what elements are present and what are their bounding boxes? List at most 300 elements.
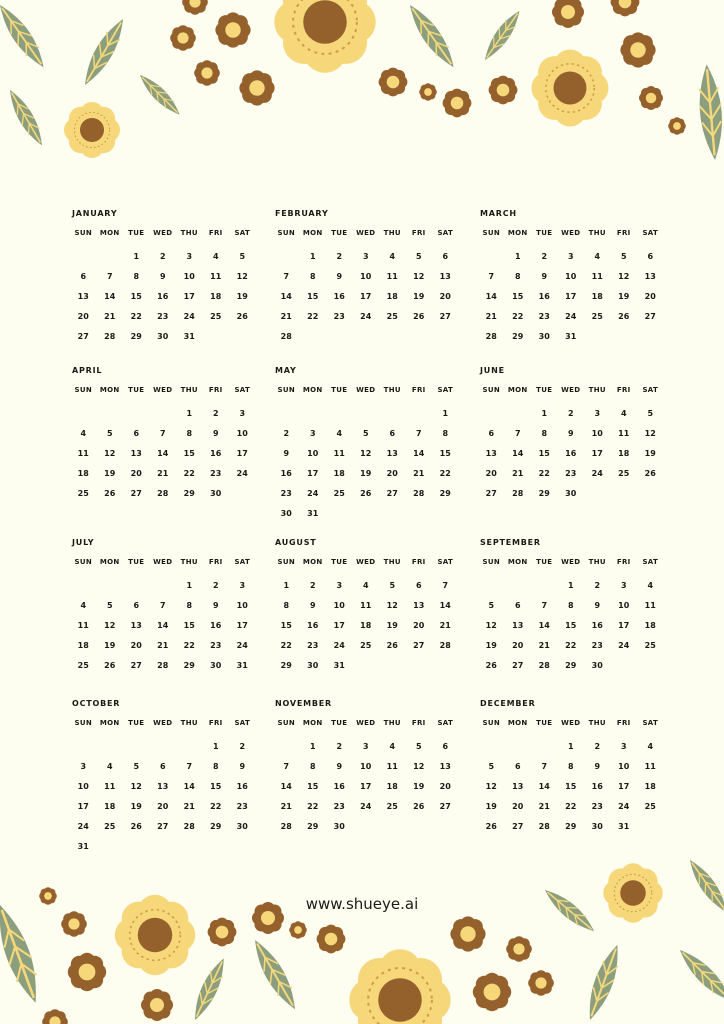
weekday-label: MON [507, 558, 528, 566]
day-number: 1 [567, 741, 574, 751]
day-number: 3 [594, 408, 601, 418]
weekday-label: MON [302, 229, 323, 237]
flower-icon [289, 921, 307, 939]
day-number: 31 [236, 660, 248, 670]
week-row [273, 776, 463, 796]
day-number: 24 [591, 468, 603, 478]
week-row [70, 443, 260, 463]
day-number: 9 [239, 761, 246, 771]
day-number: 14 [183, 781, 195, 791]
day-number: 17 [618, 620, 630, 630]
day-number: 10 [360, 271, 372, 281]
day-number: 6 [488, 428, 495, 438]
day-number: 9 [336, 761, 343, 771]
day-number: 8 [212, 761, 219, 771]
month-february [273, 208, 463, 346]
flower-icon [379, 68, 408, 97]
day-number: 2 [212, 408, 219, 418]
weekday-label: THU [180, 386, 198, 394]
day-number: 25 [386, 801, 398, 811]
weekday-label: SAT [642, 558, 659, 566]
day-number: 15 [307, 781, 319, 791]
week-row [273, 403, 463, 423]
day-number: 23 [236, 801, 248, 811]
day-number: 14 [157, 620, 169, 630]
day-number: 21 [157, 468, 169, 478]
day-number: 16 [591, 781, 603, 791]
day-number: 12 [644, 428, 656, 438]
day-number: 22 [439, 468, 451, 478]
day-number: 24 [333, 640, 345, 650]
month-title: MARCH [480, 209, 517, 218]
day-number: 27 [644, 311, 656, 321]
day-number: 6 [133, 428, 140, 438]
day-number: 5 [106, 600, 113, 610]
day-number: 17 [236, 448, 248, 458]
day-number: 10 [618, 761, 630, 771]
weekday-label: MON [99, 719, 120, 727]
week-row [478, 443, 668, 463]
weekday-header [478, 716, 668, 730]
day-number: 22 [512, 311, 524, 321]
weekday-header [273, 383, 463, 397]
month-august [273, 537, 463, 675]
week-row [70, 246, 260, 266]
month-title: APRIL [72, 366, 103, 375]
day-number: 4 [80, 600, 87, 610]
day-number: 10 [236, 600, 248, 610]
week-row [70, 796, 260, 816]
flower-icon [450, 916, 485, 951]
month-title: NOVEMBER [275, 699, 333, 708]
sunflower-icon [274, 0, 376, 73]
month-title: JANUARY [72, 209, 118, 218]
flower-icon [182, 0, 208, 15]
flower-icon [528, 970, 554, 996]
day-number: 21 [512, 468, 524, 478]
day-number: 2 [567, 408, 574, 418]
day-number: 15 [439, 448, 451, 458]
day-number: 23 [333, 801, 345, 811]
month-may [273, 365, 463, 523]
day-number: 1 [186, 408, 193, 418]
week-row [273, 286, 463, 306]
day-number: 31 [307, 508, 319, 518]
flower-icon [68, 953, 106, 991]
flower-icon [611, 0, 640, 16]
day-number: 19 [130, 801, 142, 811]
day-number: 17 [565, 291, 577, 301]
day-number: 7 [514, 428, 521, 438]
day-number: 23 [210, 640, 222, 650]
day-number: 19 [360, 468, 372, 478]
weekday-label: SAT [642, 719, 659, 727]
day-number: 7 [159, 428, 166, 438]
weekday-label: SAT [642, 229, 659, 237]
month-december [478, 698, 668, 836]
day-number: 23 [157, 311, 169, 321]
flower-icon [208, 918, 237, 947]
day-number: 30 [307, 660, 319, 670]
day-number: 29 [210, 821, 222, 831]
day-number: 5 [415, 741, 422, 751]
weekday-label: MON [302, 558, 323, 566]
week-row [70, 403, 260, 423]
day-number: 27 [413, 640, 425, 650]
day-number: 30 [236, 821, 248, 831]
day-number: 29 [307, 821, 319, 831]
day-number: 12 [130, 781, 142, 791]
weekday-label: MON [507, 386, 528, 394]
month-july [70, 537, 260, 675]
weekday-label: SAT [437, 558, 454, 566]
week-row [478, 615, 668, 635]
week-row [478, 796, 668, 816]
day-number: 4 [336, 428, 343, 438]
day-number: 1 [442, 408, 449, 418]
day-number: 13 [512, 620, 524, 630]
sunflower-icon [532, 50, 609, 127]
day-number: 11 [104, 781, 116, 791]
day-number: 14 [280, 781, 292, 791]
day-number: 15 [512, 291, 524, 301]
weekday-label: TUE [331, 229, 348, 237]
leaf-icon [0, 0, 51, 72]
day-number: 9 [594, 600, 601, 610]
day-number: 27 [157, 821, 169, 831]
weekday-label: THU [588, 558, 606, 566]
week-row [478, 776, 668, 796]
day-number: 8 [186, 428, 193, 438]
flower-icon [473, 973, 511, 1011]
day-number: 31 [618, 821, 630, 831]
day-number: 19 [618, 291, 630, 301]
weekday-header [70, 383, 260, 397]
day-number: 1 [567, 580, 574, 590]
day-number: 16 [236, 781, 248, 791]
day-number: 14 [538, 781, 550, 791]
day-number: 11 [644, 761, 656, 771]
day-number: 18 [644, 620, 656, 630]
day-number: 25 [644, 640, 656, 650]
week-row [273, 595, 463, 615]
week-row [478, 266, 668, 286]
flower-icon [506, 936, 532, 962]
day-number: 9 [212, 428, 219, 438]
day-number: 14 [104, 291, 116, 301]
weekday-label: SUN [74, 386, 92, 394]
day-number: 26 [104, 660, 116, 670]
day-number: 7 [442, 580, 449, 590]
weekday-label: TUE [331, 719, 348, 727]
day-number: 29 [280, 660, 292, 670]
weekday-header [273, 716, 463, 730]
day-number: 10 [618, 600, 630, 610]
day-number: 23 [307, 640, 319, 650]
day-number: 2 [336, 741, 343, 751]
day-number: 8 [514, 271, 521, 281]
day-number: 13 [439, 271, 451, 281]
weekday-label: MON [302, 386, 323, 394]
week-row [273, 635, 463, 655]
day-number: 15 [183, 620, 195, 630]
day-number: 7 [488, 271, 495, 281]
day-number: 5 [106, 428, 113, 438]
weekday-header [478, 226, 668, 240]
weekday-header [273, 226, 463, 240]
week-row [273, 306, 463, 326]
day-number: 28 [538, 660, 550, 670]
day-number: 24 [360, 311, 372, 321]
week-row [478, 595, 668, 615]
weekday-label: FRI [208, 558, 223, 566]
day-number: 16 [210, 620, 222, 630]
sunflower-icon [603, 863, 663, 923]
day-number: 1 [309, 741, 316, 751]
day-number: 11 [644, 600, 656, 610]
weekday-label: THU [383, 386, 401, 394]
day-number: 26 [413, 801, 425, 811]
day-number: 20 [512, 801, 524, 811]
week-row [478, 403, 668, 423]
day-number: 18 [333, 468, 345, 478]
day-number: 15 [538, 448, 550, 458]
leaf-icon [674, 944, 724, 1006]
weekday-label: SAT [642, 386, 659, 394]
weekday-label: SAT [234, 719, 251, 727]
weekday-label: SAT [437, 229, 454, 237]
day-number: 15 [565, 620, 577, 630]
day-number: 30 [210, 660, 222, 670]
day-number: 4 [106, 761, 113, 771]
month-january [70, 208, 260, 346]
leaf-icon [479, 7, 524, 64]
day-number: 29 [439, 488, 451, 498]
day-number: 26 [130, 821, 142, 831]
day-number: 16 [591, 620, 603, 630]
day-number: 17 [591, 448, 603, 458]
day-number: 10 [565, 271, 577, 281]
day-number: 5 [415, 251, 422, 261]
day-number: 2 [336, 251, 343, 261]
day-number: 30 [157, 331, 169, 341]
weekday-label: SUN [277, 229, 295, 237]
day-number: 28 [512, 488, 524, 498]
day-number: 24 [565, 311, 577, 321]
day-number: 31 [77, 841, 89, 851]
day-number: 9 [336, 271, 343, 281]
day-number: 28 [439, 640, 451, 650]
weekday-label: FRI [208, 229, 223, 237]
weekday-label: FRI [208, 386, 223, 394]
day-number: 21 [280, 311, 292, 321]
flower-icon [668, 117, 686, 135]
weekday-label: TUE [128, 719, 145, 727]
week-row [478, 423, 668, 443]
day-number: 9 [283, 448, 290, 458]
day-number: 1 [186, 580, 193, 590]
day-number: 5 [647, 408, 654, 418]
week-row [478, 655, 668, 675]
day-number: 4 [212, 251, 219, 261]
day-number: 28 [413, 488, 425, 498]
day-number: 18 [644, 781, 656, 791]
day-number: 16 [333, 291, 345, 301]
day-number: 22 [130, 311, 142, 321]
day-number: 7 [541, 761, 548, 771]
day-number: 19 [413, 781, 425, 791]
day-number: 22 [565, 801, 577, 811]
weekday-label: SUN [482, 386, 500, 394]
week-row [70, 326, 260, 346]
day-number: 28 [280, 821, 292, 831]
day-number: 25 [360, 640, 372, 650]
day-number: 10 [236, 428, 248, 438]
day-number: 20 [413, 620, 425, 630]
weekday-label: SUN [277, 719, 295, 727]
day-number: 18 [210, 291, 222, 301]
day-number: 18 [386, 781, 398, 791]
day-number: 1 [133, 251, 140, 261]
weekday-header [478, 383, 668, 397]
sunflower-icon [64, 102, 120, 158]
weekday-label: FRI [411, 558, 426, 566]
day-number: 24 [618, 801, 630, 811]
day-number: 5 [389, 580, 396, 590]
day-number: 3 [620, 580, 627, 590]
day-number: 4 [389, 251, 396, 261]
day-number: 28 [157, 660, 169, 670]
week-row [70, 595, 260, 615]
day-number: 20 [77, 311, 89, 321]
day-number: 10 [360, 761, 372, 771]
weekday-label: THU [383, 229, 401, 237]
day-number: 8 [283, 600, 290, 610]
day-number: 12 [413, 761, 425, 771]
day-number: 25 [333, 488, 345, 498]
day-number: 21 [538, 640, 550, 650]
day-number: 12 [413, 271, 425, 281]
week-row [273, 443, 463, 463]
day-number: 3 [362, 251, 369, 261]
day-number: 8 [309, 761, 316, 771]
day-number: 6 [514, 600, 521, 610]
flower-icon [317, 925, 346, 954]
day-number: 30 [280, 508, 292, 518]
leaf-icon [188, 955, 231, 1023]
day-number: 2 [594, 741, 601, 751]
week-row [70, 423, 260, 443]
day-number: 23 [565, 468, 577, 478]
weekday-header [70, 716, 260, 730]
day-number: 21 [413, 468, 425, 478]
day-number: 11 [77, 620, 89, 630]
month-title: MAY [275, 366, 297, 375]
day-number: 1 [541, 408, 548, 418]
week-row [273, 756, 463, 776]
top-floral-border [0, 0, 724, 190]
day-number: 7 [541, 600, 548, 610]
day-number: 18 [77, 468, 89, 478]
day-number: 10 [307, 448, 319, 458]
day-number: 11 [386, 761, 398, 771]
weekday-label: TUE [128, 558, 145, 566]
leaf-icon [4, 86, 48, 149]
day-number: 9 [567, 428, 574, 438]
flower-icon [620, 32, 655, 67]
day-number: 16 [210, 448, 222, 458]
week-row [478, 816, 668, 836]
day-number: 10 [333, 600, 345, 610]
day-number: 6 [389, 428, 396, 438]
week-row [273, 615, 463, 635]
week-row [273, 575, 463, 595]
day-number: 27 [77, 331, 89, 341]
week-row [70, 286, 260, 306]
day-number: 22 [183, 640, 195, 650]
day-number: 10 [183, 271, 195, 281]
day-number: 20 [386, 468, 398, 478]
day-number: 13 [386, 448, 398, 458]
weekday-label: SAT [234, 558, 251, 566]
month-june [478, 365, 668, 503]
weekday-label: FRI [411, 719, 426, 727]
day-number: 1 [212, 741, 219, 751]
day-number: 9 [309, 600, 316, 610]
day-number: 2 [283, 428, 290, 438]
day-number: 19 [104, 468, 116, 478]
day-number: 14 [439, 600, 451, 610]
day-number: 13 [130, 620, 142, 630]
day-number: 2 [159, 251, 166, 261]
weekday-label: MON [302, 719, 323, 727]
day-number: 19 [485, 640, 497, 650]
week-row [478, 306, 668, 326]
flower-icon [639, 86, 663, 110]
day-number: 19 [236, 291, 248, 301]
day-number: 20 [157, 801, 169, 811]
day-number: 25 [77, 488, 89, 498]
day-number: 21 [104, 311, 116, 321]
day-number: 22 [307, 801, 319, 811]
weekday-label: FRI [411, 386, 426, 394]
day-number: 10 [591, 428, 603, 438]
flower-icon [419, 83, 437, 101]
month-november [273, 698, 463, 836]
weekday-label: THU [588, 229, 606, 237]
day-number: 21 [485, 311, 497, 321]
day-number: 27 [439, 311, 451, 321]
week-row [273, 816, 463, 836]
day-number: 21 [538, 801, 550, 811]
day-number: 21 [280, 801, 292, 811]
day-number: 25 [104, 821, 116, 831]
day-number: 11 [360, 600, 372, 610]
day-number: 14 [157, 448, 169, 458]
week-row [273, 423, 463, 443]
day-number: 4 [594, 251, 601, 261]
day-number: 11 [618, 428, 630, 438]
day-number: 31 [333, 660, 345, 670]
day-number: 6 [442, 251, 449, 261]
day-number: 11 [386, 271, 398, 281]
weekday-label: FRI [616, 558, 631, 566]
weekday-label: SUN [277, 558, 295, 566]
day-number: 12 [104, 620, 116, 630]
day-number: 24 [183, 311, 195, 321]
weekday-label: THU [588, 386, 606, 394]
website-url[interactable]: www.shueye.ai [305, 895, 419, 913]
